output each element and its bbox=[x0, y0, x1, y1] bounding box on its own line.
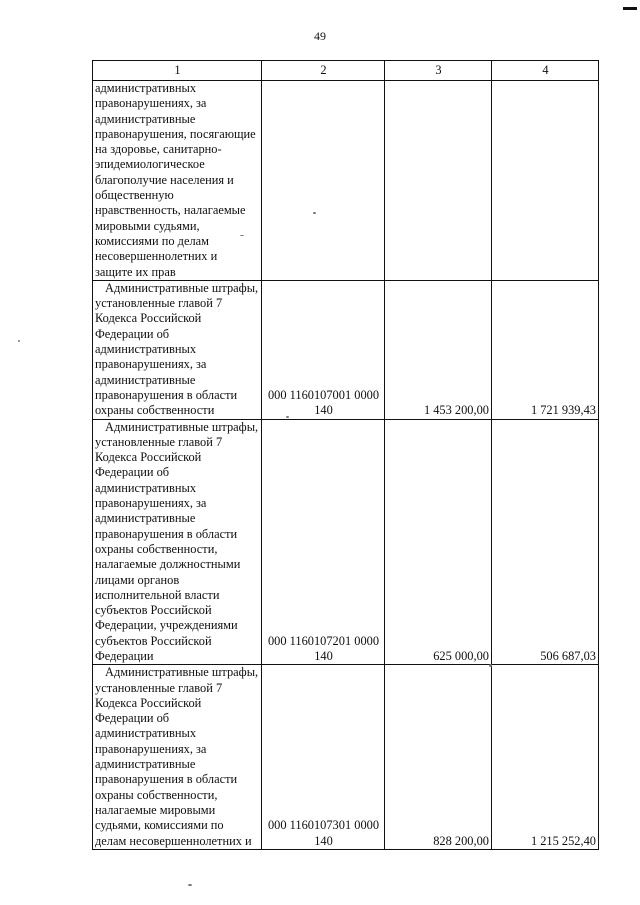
description-line: делам несовершеннолетних и bbox=[95, 833, 252, 848]
description-line: установленные главой 7 bbox=[95, 296, 223, 311]
scan-speck bbox=[286, 416, 289, 418]
code-line: 140 bbox=[314, 403, 333, 418]
description-line: Кодекса Российской bbox=[95, 695, 202, 710]
code-line: 000 1160107201 0000 bbox=[267, 633, 380, 648]
description-line: правонарушениях, за bbox=[95, 496, 207, 511]
description-line: Федерации об bbox=[95, 326, 170, 341]
description-line: общественную bbox=[95, 188, 174, 203]
code-line: 140 bbox=[314, 648, 333, 663]
description-line: Федерации об bbox=[95, 465, 170, 480]
description-line: административные bbox=[95, 757, 196, 772]
description-cell bbox=[93, 419, 262, 665]
scan-speck bbox=[188, 884, 192, 886]
description-line: охраны собственности, bbox=[95, 787, 218, 802]
description-line: налагаемые мировыми bbox=[95, 802, 216, 817]
description-cell bbox=[93, 280, 262, 419]
scan-speck bbox=[489, 664, 492, 667]
description-line: Федерации об bbox=[95, 711, 170, 726]
description-line: административных bbox=[95, 726, 197, 741]
description-line: Административные штрафы, bbox=[105, 280, 259, 295]
description-line: несовершеннолетних и bbox=[95, 249, 218, 264]
description-line: административных bbox=[95, 81, 197, 95]
amount-cell bbox=[492, 81, 599, 281]
corner-scan-mark bbox=[623, 7, 637, 10]
amount-cell: 625 000,00 bbox=[385, 419, 492, 665]
description-line: установленные главой 7 bbox=[95, 434, 223, 449]
description-line: субъектов Российской bbox=[95, 603, 212, 618]
description-line: исполнительной власти bbox=[95, 587, 220, 602]
description-line: мировыми судьями, bbox=[95, 218, 200, 233]
description-line: комиссиями по делам bbox=[95, 233, 209, 248]
amount-cell bbox=[385, 81, 492, 281]
description-line: Кодекса Российской bbox=[95, 311, 202, 326]
description-line: лицами органов bbox=[95, 572, 180, 587]
code-cell bbox=[262, 419, 385, 665]
table-row bbox=[93, 81, 599, 281]
description-line: административные bbox=[95, 511, 196, 526]
code-cell bbox=[262, 280, 385, 419]
amount-cell: 1 215 252,40 bbox=[492, 665, 599, 850]
description-line: охраны собственности, bbox=[95, 541, 218, 556]
scan-speck bbox=[18, 340, 20, 342]
description-line: правонарушениях, за bbox=[95, 96, 207, 111]
description-line: охраны собственности bbox=[95, 403, 215, 418]
code-line: 000 1160107001 0000 bbox=[267, 387, 380, 402]
description-line: на здоровье, санитарно- bbox=[95, 142, 222, 157]
description-line: правонарушениях, за bbox=[95, 741, 207, 756]
amount-cell: 1 721 939,43 bbox=[492, 280, 599, 419]
description-line: судьями, комиссиями по bbox=[95, 818, 224, 833]
description-line: Административные штрафы, bbox=[105, 419, 259, 434]
amount-cell: 1 453 200,00 bbox=[385, 280, 492, 419]
scan-speck bbox=[240, 235, 244, 236]
code-line: 000 1160107301 0000 bbox=[267, 818, 380, 833]
description-line: Федерации, учреждениями bbox=[95, 618, 238, 633]
description-line: административные bbox=[95, 111, 196, 126]
code-cell bbox=[262, 81, 385, 281]
description-line: правонарушения в области bbox=[95, 772, 238, 787]
header-cell: 3 bbox=[385, 61, 492, 81]
description-line: правонарушения, посягающие bbox=[95, 126, 256, 141]
header-cell: 4 bbox=[492, 61, 599, 81]
page-number: 49 bbox=[314, 29, 326, 43]
header-row bbox=[93, 61, 599, 81]
description-line: Кодекса Российской bbox=[95, 450, 202, 465]
table-row bbox=[93, 665, 599, 850]
amount-cell: 828 200,00 bbox=[385, 665, 492, 850]
description-line: эпидемиологическое bbox=[95, 157, 205, 172]
description-line: административные bbox=[95, 372, 196, 387]
description-line: правонарушения в области bbox=[95, 387, 238, 402]
description-line: административных bbox=[95, 480, 197, 495]
description-line: нравственность, налагаемые bbox=[95, 203, 246, 218]
amount-cell: 506 687,03 bbox=[492, 419, 599, 665]
description-line: субъектов Российской bbox=[95, 633, 212, 648]
description-line: благополучие населения и bbox=[95, 172, 234, 187]
description-line: установленные главой 7 bbox=[95, 680, 223, 695]
table-row bbox=[93, 419, 599, 665]
budget-table bbox=[92, 60, 599, 850]
header-cell: 1 bbox=[93, 61, 262, 81]
description-line: Федерации bbox=[95, 648, 154, 663]
description-cell bbox=[93, 81, 262, 281]
description-line: правонарушения в области bbox=[95, 526, 238, 541]
code-cell bbox=[262, 665, 385, 850]
scan-speck bbox=[313, 212, 316, 214]
description-line: административных bbox=[95, 342, 197, 357]
description-line: правонарушениях, за bbox=[95, 357, 207, 372]
description-line: Административные штрафы, bbox=[105, 665, 259, 680]
description-line: налагаемые должностными bbox=[95, 557, 241, 572]
header-cell: 2 bbox=[262, 61, 385, 81]
description-line: защите их прав bbox=[95, 264, 176, 279]
table-row bbox=[93, 280, 599, 419]
code-line: 140 bbox=[314, 833, 333, 848]
description-cell bbox=[93, 665, 262, 850]
